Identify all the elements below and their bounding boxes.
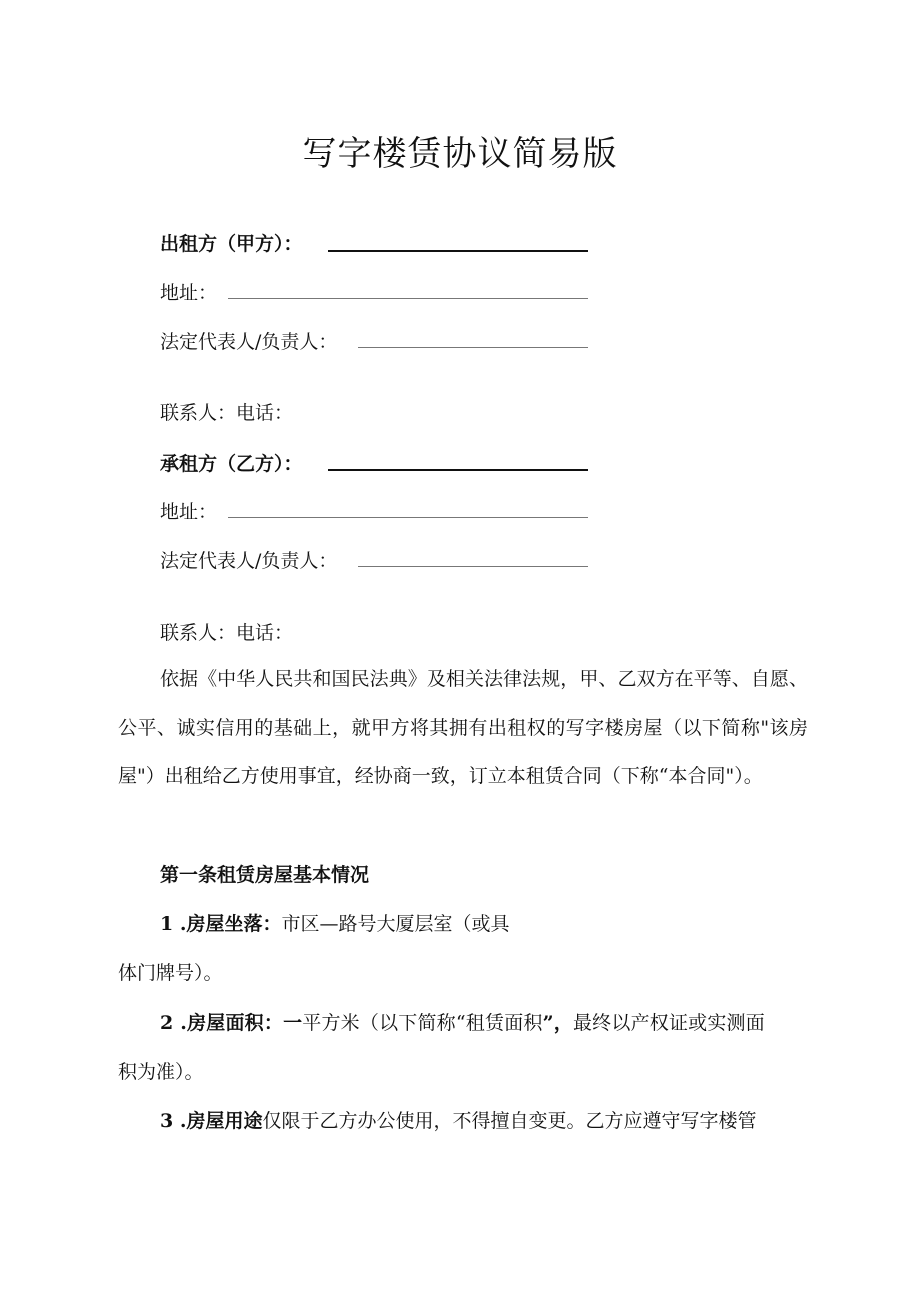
lessor-rep-label: 法定代表人/负责人： (160, 331, 338, 353)
lessee-contact-label: 联系人：电话： (160, 622, 294, 644)
item-2-text-a: 一 (283, 1012, 303, 1034)
lessee-name-blank (328, 469, 588, 471)
lessee-rep-label: 法定代表人/负责人： (160, 550, 338, 572)
item-2-text-c: ”， (542, 1012, 573, 1034)
article-1-item-2-cont: 积为准）。 (118, 1061, 204, 1083)
item-1-number: 1 . (160, 913, 187, 935)
lessor-rep-blank (358, 347, 588, 348)
lessor-name-blank (328, 250, 588, 252)
lessor-address-label: 地址： (160, 282, 218, 304)
preamble-paragraph: 依据《中华人民共和国民法典》及相关法律法规，甲、乙双方在平等、自愿、公平、诚实信用的基础上，就甲方将其拥有出租权的写字楼房屋（以下简称"该房屋"）出租给乙方使用事宜，经协商一致，订立本租赁合同（下称“本合同"）。 (118, 668, 808, 787)
lessor-contact-label: 联系人：电话： (160, 402, 294, 424)
item-1-text: 市区—路号大厦层室（或具 (281, 913, 510, 935)
article-1-heading: 第一条租赁房屋基本情况 (160, 864, 370, 886)
item-2-number: 2 . (160, 1012, 188, 1034)
item-1-label: 房屋坐落： (186, 913, 282, 935)
item-3-number: 3 . (160, 1110, 187, 1132)
article-1-item-1 (160, 909, 509, 936)
article-1-item-2 (160, 1008, 765, 1035)
article-1-item-3 (160, 1106, 756, 1133)
item-2-text-b: 平方米（以下简称“租赁面积 (302, 1012, 543, 1034)
lessee-address-blank (228, 517, 588, 518)
lessor-label: 出租方（甲方）： (160, 233, 303, 255)
article-1-item-1-cont: 体门牌号）。 (118, 962, 223, 984)
lessor-address-blank (228, 298, 588, 299)
item-3-label: 房屋用途 (186, 1110, 263, 1132)
page-title: 写字楼赁协议简易版 (302, 134, 618, 174)
item-2-label: 房屋面积： (187, 1012, 284, 1034)
lessee-address-label: 地址： (160, 501, 218, 523)
item-3-text: 仅限于乙方办公使用，不得擅自变更。乙方应遵守写字楼管 (262, 1110, 757, 1132)
lessee-rep-blank (358, 566, 588, 567)
lessee-label: 承租方（乙方）： (160, 453, 303, 475)
item-2-text-d: 最终以产权证或实测面 (572, 1012, 765, 1034)
